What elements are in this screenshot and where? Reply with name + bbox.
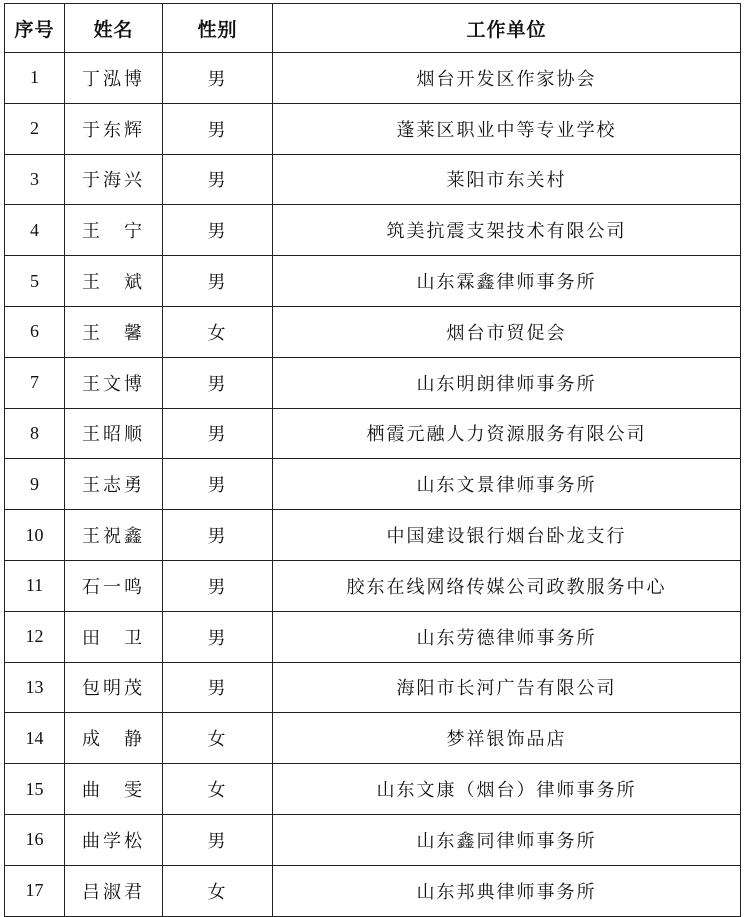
cell-name: 王 馨 [65, 306, 163, 357]
cell-unit: 栖霞元融人力资源服务有限公司 [273, 408, 741, 459]
cell-unit: 山东文康（烟台）律师事务所 [273, 764, 741, 815]
table-row [5, 713, 741, 764]
cell-unit: 山东文景律师事务所 [273, 459, 741, 510]
table-row [5, 764, 741, 815]
cell-name: 王志勇 [65, 459, 163, 510]
cell-gender: 男 [163, 256, 273, 307]
cell-unit: 胶东在线网络传媒公司政教服务中心 [273, 560, 741, 611]
cell-name: 王 斌 [65, 256, 163, 307]
table-row [5, 459, 741, 510]
cell-gender: 男 [163, 814, 273, 865]
cell-name: 王祝鑫 [65, 510, 163, 561]
cell-no: 4 [5, 205, 65, 256]
table-row [5, 154, 741, 205]
cell-gender: 男 [163, 408, 273, 459]
cell-unit: 莱阳市东关村 [273, 154, 741, 205]
cell-unit: 筑美抗震支架技术有限公司 [273, 205, 741, 256]
cell-no: 7 [5, 357, 65, 408]
table-row [5, 103, 741, 154]
cell-gender: 男 [163, 459, 273, 510]
cell-unit: 海阳市长河广告有限公司 [273, 662, 741, 713]
table-row [5, 662, 741, 713]
cell-name: 曲学松 [65, 814, 163, 865]
cell-name: 王昭顺 [65, 408, 163, 459]
cell-no: 17 [5, 865, 65, 916]
cell-no: 15 [5, 764, 65, 815]
cell-gender: 男 [163, 154, 273, 205]
table-row [5, 408, 741, 459]
table-row [5, 357, 741, 408]
cell-unit: 蓬莱区职业中等专业学校 [273, 103, 741, 154]
cell-name: 丁泓博 [65, 53, 163, 104]
cell-no: 16 [5, 814, 65, 865]
table-row [5, 306, 741, 357]
cell-name: 王文博 [65, 357, 163, 408]
header-row [5, 4, 741, 53]
cell-gender: 男 [163, 357, 273, 408]
cell-name: 吕淑君 [65, 865, 163, 916]
cell-no: 3 [5, 154, 65, 205]
table-row [5, 560, 741, 611]
cell-gender: 女 [163, 764, 273, 815]
cell-unit: 中国建设银行烟台卧龙支行 [273, 510, 741, 561]
cell-gender: 男 [163, 510, 273, 561]
cell-name: 于东辉 [65, 103, 163, 154]
header-gender: 性别 [163, 4, 273, 53]
cell-unit: 烟台市贸促会 [273, 306, 741, 357]
cell-gender: 女 [163, 713, 273, 764]
table-body [5, 53, 741, 917]
cell-gender: 男 [163, 205, 273, 256]
cell-no: 1 [5, 53, 65, 104]
header-no: 序号 [5, 4, 65, 53]
cell-gender: 男 [163, 611, 273, 662]
table-row [5, 611, 741, 662]
cell-unit: 山东霖鑫律师事务所 [273, 256, 741, 307]
table-header [5, 4, 741, 53]
cell-gender: 女 [163, 306, 273, 357]
table-row [5, 510, 741, 561]
cell-name: 包明茂 [65, 662, 163, 713]
table-row [5, 814, 741, 865]
cell-name: 曲 雯 [65, 764, 163, 815]
cell-no: 5 [5, 256, 65, 307]
cell-name: 于海兴 [65, 154, 163, 205]
cell-gender: 男 [163, 53, 273, 104]
table-row [5, 205, 741, 256]
cell-no: 8 [5, 408, 65, 459]
header-unit: 工作单位 [273, 4, 741, 53]
cell-no: 13 [5, 662, 65, 713]
cell-no: 6 [5, 306, 65, 357]
cell-unit: 梦祥银饰品店 [273, 713, 741, 764]
cell-no: 2 [5, 103, 65, 154]
cell-no: 10 [5, 510, 65, 561]
table-row [5, 865, 741, 916]
cell-no: 9 [5, 459, 65, 510]
table-row [5, 256, 741, 307]
cell-no: 12 [5, 611, 65, 662]
cell-unit: 山东邦典律师事务所 [273, 865, 741, 916]
cell-unit: 山东劳德律师事务所 [273, 611, 741, 662]
cell-unit: 烟台开发区作家协会 [273, 53, 741, 104]
cell-gender: 男 [163, 103, 273, 154]
cell-name: 田 卫 [65, 611, 163, 662]
header-name: 姓名 [65, 4, 163, 53]
cell-gender: 男 [163, 662, 273, 713]
cell-name: 石一鸣 [65, 560, 163, 611]
table-row [5, 53, 741, 104]
cell-gender: 女 [163, 865, 273, 916]
cell-no: 11 [5, 560, 65, 611]
cell-unit: 山东明朗律师事务所 [273, 357, 741, 408]
cell-name: 王 宁 [65, 205, 163, 256]
cell-unit: 山东鑫同律师事务所 [273, 814, 741, 865]
cell-name: 成 静 [65, 713, 163, 764]
roster-table [4, 3, 741, 917]
cell-no: 14 [5, 713, 65, 764]
cell-gender: 男 [163, 560, 273, 611]
